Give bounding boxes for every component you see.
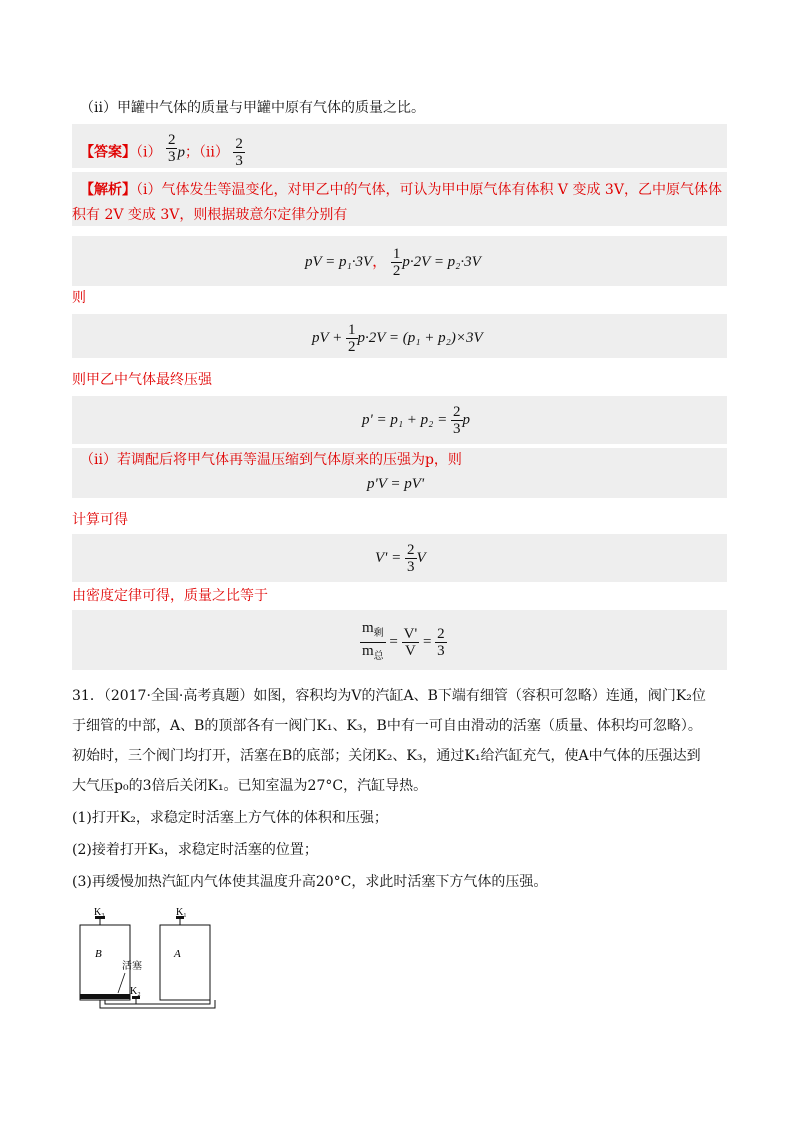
piston (80, 994, 130, 999)
k3-label: K₃ (94, 907, 105, 918)
connecting-tube-inner (105, 1000, 210, 1004)
problem31-line1: 31．（2017·全国·高考真题）如图，容积均为V的汽缸A、B下端有细管（容积可忽略）连通，阀门K₂位 (72, 688, 706, 704)
problem31-question2: (2)接着打开K₃，求稳定时活塞的位置； (72, 842, 318, 858)
answer-part-ii: （ii） (198, 144, 229, 161)
cylinder-a-label: A (174, 948, 181, 960)
answer-var-p: p (177, 144, 185, 161)
problem31-line3: 初始时，三个阀门均打开，活塞在B的底部；关闭K₂、K₃，通过K₁给汽缸充气，使A中气体的压强达到 (72, 748, 701, 764)
answer-sep: ； (184, 144, 199, 161)
analysis-label: 【解析】 (80, 182, 136, 198)
equation-5: V' = $\frac{2}{3}$ V (375, 542, 426, 575)
equation-3: p' = p₁ + p₂ = $\frac{2}{3}$ p (362, 404, 471, 437)
problem31-line4: 大气压p₀的3倍后关闭K₁。已知室温为27°C，汽缸导热。 (72, 778, 428, 794)
cylinder-diagram (70, 905, 230, 1020)
equation-6: $\frac{m_剩}{m_总}$ = $\frac{V'}{V}$ = $\frac{2}{3}$ (362, 620, 445, 662)
piston-label: 活塞 (122, 961, 142, 972)
analysis-part-ii: （ii）若调配后将甲气体再等温压缩到气体原来的压强为p，则 (80, 452, 462, 468)
equation-2: pV + $\frac{1}{2}$ p·2V = (p₁ + p₂)×3V (312, 322, 483, 355)
analysis-line1 (80, 180, 722, 200)
piston-pointer (118, 973, 125, 993)
analysis-calc: 计算可得 (72, 512, 128, 528)
answer-fraction-ii: $\frac{2}{3}$ (235, 136, 243, 169)
equation-4: p'V = pV' (367, 476, 425, 492)
analysis-then: 则 (72, 290, 86, 306)
cylinder-a (160, 925, 210, 1000)
k1-label: K₁ (176, 907, 187, 918)
analysis-final-pressure: 则甲乙中气体最终压强 (72, 372, 212, 388)
question-ii-text: （ii）甲罐中气体的质量与甲罐中原有气体的质量之比。 (80, 100, 425, 116)
problem31-question3: (3)再缓慢加热汽缸内气体使其温度升高20°C，求此时活塞下方气体的压强。 (72, 874, 548, 890)
k2-label: K₂ (130, 986, 141, 997)
answer-line (80, 132, 245, 169)
analysis-density: 由密度定律可得，质量之比等于 (72, 588, 268, 604)
cylinder-b-label: B (95, 948, 102, 960)
answer-fraction-i: $\frac{2}{3}$ (167, 132, 176, 165)
problem31-question1: (1)打开K₂，求稳定时活塞上方气体的体积和压强； (72, 810, 388, 826)
problem31-line2: 于细管的中部，A、B的顶部各有一阀门K₁、K₃，B中有一可自由滑动的活塞（质量、体积均可忽略）。 (72, 718, 702, 734)
analysis-line1-text: （i）气体发生等温变化，对甲乙中的气体，可认为甲中原气体有体积 V 变成 3V，乙中原气体体 (136, 182, 722, 198)
equation-1: pV = p₁·3V， $\frac{1}{2}$ p·2V = p₂·3V (305, 246, 481, 279)
analysis-line2: 积有 2V 变成 3V，则根据玻意尔定律分别有 (72, 207, 348, 223)
answer-label: 【答案】 (80, 144, 136, 161)
answer-part-i: （i） (136, 144, 162, 161)
